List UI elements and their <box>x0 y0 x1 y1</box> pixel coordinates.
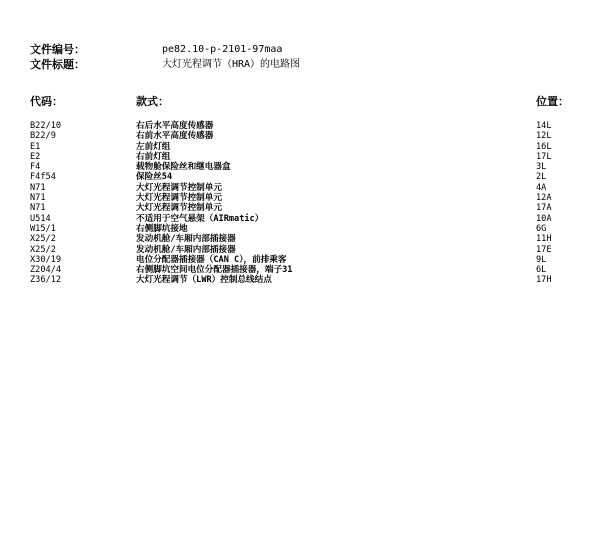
doc-number-label: 文件编号： <box>30 43 85 56</box>
row-description: 大灯光程调节控制单元 <box>136 193 222 204</box>
table-header <box>0 95 600 109</box>
table-row <box>0 245 600 255</box>
row-position: 11H <box>536 234 552 245</box>
row-description: 右侧脚坑空间电位分配器插接器，端子31 <box>136 265 293 276</box>
component-table <box>0 121 600 286</box>
row-code: E1 <box>30 141 41 152</box>
row-position: 17E <box>536 244 552 255</box>
doc-title-label: 文件标题： <box>30 58 85 71</box>
row-description: 不适用于空气悬架（AIRmatic） <box>136 213 264 224</box>
row-position: 17H <box>536 275 552 286</box>
row-description: 大灯光程调节控制单元 <box>136 203 222 214</box>
table-row <box>0 121 600 131</box>
row-code: Z204/4 <box>30 265 62 276</box>
row-code: Z36/12 <box>30 275 62 286</box>
row-code: X30/19 <box>30 254 62 265</box>
row-description: 大灯光程调节（LWR）控制总线结点 <box>136 275 272 286</box>
table-row <box>0 214 600 224</box>
table-row <box>0 203 600 213</box>
row-position: 17L <box>536 151 552 162</box>
row-code: X25/2 <box>30 234 56 245</box>
row-description: 右侧脚坑接地 <box>136 223 188 234</box>
row-code: U514 <box>30 213 51 224</box>
table-row <box>0 131 600 141</box>
table-row <box>0 152 600 162</box>
doc-title-value: 大灯光程调节（HRA）的电路图 <box>162 59 301 70</box>
table-row <box>0 142 600 152</box>
row-code: N71 <box>30 203 46 214</box>
row-code: B22/9 <box>30 131 56 142</box>
row-position: 17A <box>536 203 552 214</box>
row-description: 右前灯组 <box>136 151 171 162</box>
table-row <box>0 183 600 193</box>
table-row <box>0 172 600 182</box>
row-description: 发动机舱/车厢内部插接器 <box>136 234 236 245</box>
header-style: 款式： <box>136 95 169 108</box>
row-code: W15/1 <box>30 223 56 234</box>
table-row <box>0 224 600 234</box>
table-row <box>0 275 600 285</box>
row-position: 16L <box>536 141 552 152</box>
table-row <box>0 265 600 275</box>
row-description: 大灯光程调节控制单元 <box>136 182 222 193</box>
row-position: 3L <box>536 162 547 173</box>
row-code: N71 <box>30 182 46 193</box>
row-position: 2L <box>536 172 547 183</box>
row-position: 4A <box>536 182 547 193</box>
row-code: N71 <box>30 193 46 204</box>
row-description: 载物舱保险丝和继电器盒 <box>136 162 231 173</box>
table-row <box>0 234 600 244</box>
row-position: 6L <box>536 265 547 276</box>
row-position: 12L <box>536 131 552 142</box>
row-code: E2 <box>30 151 41 162</box>
row-description: 电位分配器插接器（CAN C），前排乘客 <box>136 254 287 265</box>
row-position: 10A <box>536 213 552 224</box>
table-row <box>0 255 600 265</box>
doc-number-value: pe82.10-p-2101-97maa <box>162 44 283 55</box>
row-description: 右前水平高度传感器 <box>136 131 214 142</box>
row-position: 9L <box>536 254 547 265</box>
table-row <box>0 162 600 172</box>
row-code: F4f54 <box>30 172 56 183</box>
row-position: 12A <box>536 193 552 204</box>
row-code: F4 <box>30 162 41 173</box>
header-code: 代码： <box>30 95 63 108</box>
row-position: 6G <box>536 223 547 234</box>
row-description: 发动机舱/车厢内部插接器 <box>136 244 236 255</box>
row-description: 左前灯组 <box>136 141 171 152</box>
row-code: X25/2 <box>30 244 56 255</box>
row-code: B22/10 <box>30 121 62 131</box>
row-description: 右后水平高度传感器 <box>136 121 214 131</box>
header-position: 位置： <box>536 95 569 108</box>
table-row <box>0 193 600 203</box>
row-description: 保险丝54 <box>136 172 173 183</box>
row-position: 14L <box>536 121 552 131</box>
